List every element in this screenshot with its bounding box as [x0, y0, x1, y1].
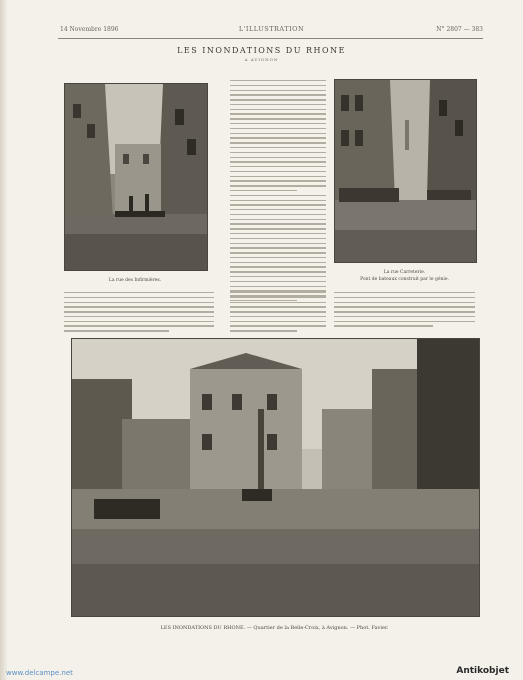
flooded-street-illustration	[335, 80, 476, 262]
caption-main-location: — Quartier de la Belle-Croix, à Avignon.	[246, 625, 349, 631]
article-subtitle: A AVIGNON	[244, 57, 279, 62]
watermark-text: www.delcampe.net	[6, 669, 73, 677]
photo-rue-des-infirmieres	[64, 83, 208, 271]
flooded-quarter-illustration	[72, 339, 479, 616]
caption-main-title: LES INONDATIONS DU RHONE.	[160, 625, 246, 631]
article-text-column-left	[64, 292, 214, 335]
caption-main-credit: — Phot. Favier.	[350, 625, 389, 631]
article-title: LES INONDATIONS DU RHONE	[177, 46, 346, 55]
caption-left-photo: La rue des Infirmières.	[108, 278, 162, 283]
article-text-column-middle	[230, 80, 326, 305]
page-header	[60, 26, 483, 36]
caption-right-photo-title: La rue Carreterie.	[383, 270, 426, 275]
header-date: 14 Novembre 1896	[60, 26, 119, 33]
flooded-street-illustration	[65, 84, 207, 270]
caption-main-photo	[71, 625, 478, 631]
page-gutter-shadow	[0, 0, 8, 680]
article-text-column-right	[334, 292, 475, 330]
caption-right-photo-subtitle: Pont de bateaux construit par le génie.	[360, 277, 449, 282]
photo-rue-carreterie	[334, 79, 477, 263]
header-publication: L'ILLUSTRATION	[238, 25, 305, 33]
seller-brand: Antikobjet	[456, 666, 509, 676]
photo-quartier-belle-croix	[71, 338, 480, 617]
article-text-column-middle-lower	[230, 292, 326, 335]
header-number: N° 2807 — 383	[436, 26, 483, 33]
header-rule	[58, 38, 483, 39]
